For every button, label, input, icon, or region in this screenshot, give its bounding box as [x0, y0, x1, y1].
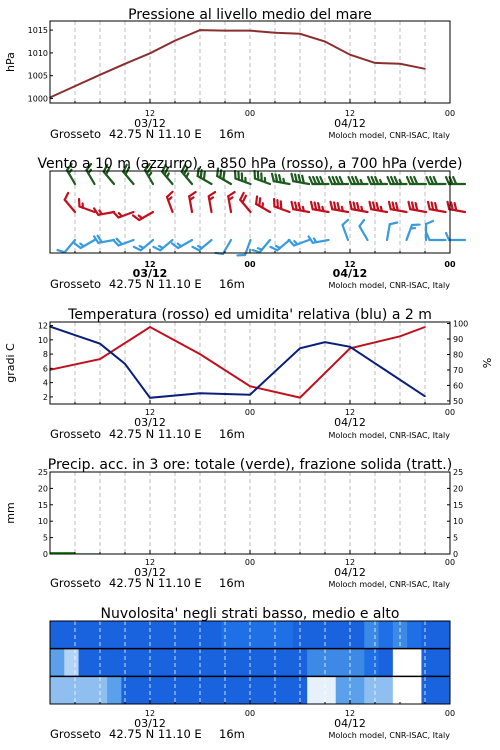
humidity-point — [149, 397, 151, 399]
y-tick-label: 10 — [37, 335, 48, 345]
location-elevation: 16m — [219, 576, 245, 590]
cloud-cell — [64, 621, 79, 649]
cloud-cell — [236, 621, 251, 649]
y-tick-label-right: 70 — [453, 365, 464, 375]
cloud-cell — [79, 649, 94, 677]
chart-title: Nuvolosita' negli strati basso, medio e alto — [100, 606, 400, 622]
x-tick-label: 12 — [344, 109, 356, 118]
cloud-cell — [250, 621, 265, 649]
chart-title: Pressione al livello medio del mare — [128, 7, 372, 23]
model-credit: Moloch model, CNR-ISAC, Italy — [328, 131, 450, 140]
date-label: 03/12 — [134, 566, 166, 579]
date-label: 03/12 — [134, 416, 166, 429]
cloud-cell — [264, 621, 279, 649]
barb-half-flag — [361, 180, 363, 184]
cloud-cell — [307, 649, 322, 677]
y-tick-label-right: 50 — [453, 396, 464, 406]
y-tick-label: 1010 — [27, 48, 48, 58]
y-tick-label-right: 25 — [453, 468, 464, 477]
barb-half-flag — [380, 180, 382, 184]
x-tick-label: 00 — [444, 408, 456, 417]
x-tick-label: 00 — [444, 558, 456, 567]
location-name: Grosseto — [50, 727, 102, 741]
cloud-cell — [421, 649, 436, 677]
y-axis-label: hPa — [4, 52, 17, 72]
cloud-cell — [79, 621, 94, 649]
location-elevation: 16m — [219, 427, 245, 441]
y-tick-label-right: 90 — [453, 335, 464, 345]
y-tick-label-right: 10 — [453, 517, 464, 527]
x-tick-label: 00 — [244, 109, 256, 118]
cloud-cell — [436, 676, 451, 704]
date-label: 04/12 — [334, 117, 366, 130]
x-tick-label: 00 — [444, 260, 456, 269]
pressure-point — [274, 32, 276, 34]
pressure-point — [124, 63, 126, 65]
cloud-cell — [207, 676, 222, 704]
y-axis-label: gradi C — [4, 343, 17, 383]
pressure-point — [424, 68, 426, 70]
cloud-cell — [121, 621, 136, 649]
x-tick-label: 12 — [144, 709, 156, 718]
cloud-cell — [264, 649, 279, 677]
humidity-point — [99, 343, 101, 345]
humidity-point — [349, 346, 351, 348]
location-elevation: 16m — [219, 727, 245, 741]
cloud-cell — [136, 649, 151, 677]
x-tick-label: 12 — [144, 260, 156, 269]
x-tick-label: 00 — [244, 709, 256, 718]
cloud-cell — [64, 649, 79, 677]
cloud-cell — [279, 649, 294, 677]
y-tick-label: 0 — [42, 550, 48, 559]
cloud-cell — [279, 676, 294, 704]
y-tick-label-right: 15 — [453, 500, 464, 510]
y-tick-label: 1015 — [27, 26, 48, 36]
cloud-cell — [221, 676, 236, 704]
y-axis-label-right: % — [481, 357, 494, 369]
temperature-point — [299, 397, 301, 399]
cloud-cell — [307, 676, 322, 704]
location-coords: 42.75 N 11.10 E — [109, 727, 202, 741]
date-label: 04/12 — [334, 566, 366, 579]
temperature-point — [199, 353, 201, 355]
cloud-cell — [364, 649, 379, 677]
y-tick-label: 20 — [37, 484, 48, 494]
y-tick-label-right: 0 — [453, 550, 459, 559]
cloud-cell — [336, 649, 351, 677]
cloud-cell — [107, 676, 122, 704]
pressure-point — [99, 74, 101, 76]
date-label: 04/12 — [334, 717, 366, 730]
cloud-cell — [121, 649, 136, 677]
model-credit: Moloch model, CNR-ISAC, Italy — [328, 731, 450, 740]
pressure-point — [174, 40, 176, 42]
y-tick-label: 25 — [37, 468, 48, 477]
plot-area — [50, 322, 450, 404]
y-tick-label-right: 5 — [453, 533, 459, 543]
temperature-point — [399, 335, 401, 337]
barb-half-flag — [400, 180, 402, 184]
chart-title: Temperatura (rosso) ed umidita' relativa (blu) a 2 m — [68, 307, 432, 323]
cloud-cell — [307, 621, 322, 649]
date-label: 03/12 — [132, 267, 168, 280]
humidity-point — [299, 348, 301, 350]
cloud-cell — [164, 649, 179, 677]
cloud-cell — [336, 676, 351, 704]
location-coords: 42.75 N 11.10 E — [109, 576, 202, 590]
cloud-cell — [379, 649, 394, 677]
x-tick-label: 12 — [144, 109, 156, 118]
cloud-cell — [236, 676, 251, 704]
model-credit: Moloch model, CNR-ISAC, Italy — [328, 281, 450, 290]
pressure-point — [74, 85, 76, 87]
y-tick-label: 1005 — [27, 71, 48, 81]
cloud-cell — [321, 649, 336, 677]
x-tick-label: 12 — [344, 408, 356, 417]
y-tick-label-right: 20 — [453, 484, 464, 494]
x-tick-label: 12 — [344, 260, 356, 269]
y-tick-label: 12 — [37, 321, 48, 331]
temperature-point — [149, 326, 151, 328]
cloud-cell — [379, 676, 394, 704]
location-elevation: 16m — [219, 127, 245, 141]
temperature-point — [249, 385, 251, 387]
cloud-cell — [350, 676, 365, 704]
cloud-cell — [264, 676, 279, 704]
cloud-cell — [279, 621, 294, 649]
cloud-cell — [50, 621, 65, 649]
cloud-cell — [64, 676, 79, 704]
cloud-cell — [164, 621, 179, 649]
date-label: 03/12 — [134, 117, 166, 130]
location-elevation: 16m — [219, 277, 245, 291]
pressure-point — [149, 53, 151, 55]
y-tick-label: 2 — [42, 392, 48, 402]
humidity-point — [199, 392, 201, 394]
cloud-cell — [107, 649, 122, 677]
plot-area — [50, 472, 450, 554]
pressure-point — [199, 29, 201, 31]
cloud-cell — [421, 676, 436, 704]
cloud-cell — [407, 621, 422, 649]
x-tick-label: 12 — [144, 558, 156, 567]
pressure-point — [299, 33, 301, 35]
plot-area — [50, 21, 450, 103]
cloud-cell — [221, 621, 236, 649]
cloud-cell — [79, 676, 94, 704]
pressure-point — [324, 41, 326, 43]
cloud-cell — [364, 621, 379, 649]
pressure-point — [374, 62, 376, 64]
cloud-cell — [364, 676, 379, 704]
cloud-cell — [207, 649, 222, 677]
date-label: 03/12 — [134, 717, 166, 730]
x-tick-label: 00 — [244, 558, 256, 567]
pressure-point — [224, 30, 226, 32]
humidity-point — [424, 395, 426, 397]
temperature-point — [99, 358, 101, 360]
cloud-cell — [250, 676, 265, 704]
date-label: 04/12 — [332, 267, 368, 280]
y-tick-label-right: 60 — [453, 381, 464, 391]
humidity-point — [124, 363, 126, 365]
cloud-cell — [336, 621, 351, 649]
temperature-point — [424, 326, 426, 328]
cloud-cell — [50, 649, 65, 677]
cloud-cell — [150, 621, 165, 649]
cloud-cell — [421, 621, 436, 649]
y-tick-label: 1000 — [27, 94, 48, 104]
cloud-cell — [179, 649, 194, 677]
cloud-cell — [407, 649, 422, 677]
cloud-cell — [221, 649, 236, 677]
cloud-cell — [164, 676, 179, 704]
humidity-point — [324, 341, 326, 343]
cloud-cell — [436, 649, 451, 677]
x-tick-label: 12 — [344, 709, 356, 718]
y-tick-label: 6 — [42, 364, 48, 374]
location-name: Grosseto — [50, 576, 102, 590]
location-coords: 42.75 N 11.10 E — [109, 127, 202, 141]
cloud-cell — [107, 621, 122, 649]
x-tick-label: 00 — [444, 709, 456, 718]
y-tick-label: 10 — [37, 517, 48, 527]
y-tick-label: 5 — [42, 533, 48, 543]
cloud-cell — [179, 621, 194, 649]
cloud-cell — [236, 649, 251, 677]
pressure-point — [399, 63, 401, 65]
x-tick-label: 00 — [444, 109, 456, 118]
y-tick-label-right: 80 — [453, 350, 464, 360]
cloud-cell — [136, 621, 151, 649]
model-credit: Moloch model, CNR-ISAC, Italy — [328, 580, 450, 589]
cloud-cell — [350, 649, 365, 677]
location-coords: 42.75 N 11.10 E — [109, 277, 202, 291]
cloud-cell — [179, 676, 194, 704]
cloud-cell — [207, 621, 222, 649]
y-tick-label: 15 — [37, 500, 48, 510]
cloud-cell — [150, 649, 165, 677]
x-tick-label: 00 — [244, 260, 256, 269]
x-tick-label: 12 — [344, 558, 356, 567]
x-tick-label: 12 — [144, 408, 156, 417]
cloud-cell — [136, 676, 151, 704]
date-label: 04/12 — [334, 416, 366, 429]
pressure-point — [249, 30, 251, 32]
model-credit: Moloch model, CNR-ISAC, Italy — [328, 431, 450, 440]
cloud-cell — [150, 676, 165, 704]
x-tick-label: 00 — [244, 408, 256, 417]
cloud-cell — [379, 621, 394, 649]
cloud-cell — [50, 676, 65, 704]
cloud-cell — [321, 621, 336, 649]
location-name: Grosseto — [50, 427, 102, 441]
cloud-cell — [436, 621, 451, 649]
location-coords: 42.75 N 11.10 E — [109, 427, 202, 441]
cloud-cell — [321, 676, 336, 704]
y-tick-label-right: 100 — [453, 319, 469, 329]
y-tick-label: 8 — [42, 350, 48, 360]
cloud-cell — [121, 676, 136, 704]
cloud-cell — [250, 649, 265, 677]
humidity-point — [249, 394, 251, 396]
cloud-cell — [350, 621, 365, 649]
location-name: Grosseto — [50, 127, 102, 141]
location-name: Grosseto — [50, 277, 102, 291]
pressure-point — [349, 54, 351, 56]
cloud-cell — [407, 676, 422, 704]
y-tick-label: 4 — [42, 378, 48, 388]
chart-title: Precip. acc. in 3 ore: totale (verde), frazione solida (tratt.) — [47, 457, 453, 473]
y-axis-label: mm — [4, 502, 17, 524]
chart-title: Vento a 10 m (azzurro), a 850 hPa (rosso), a 700 hPa (verde) — [37, 156, 463, 172]
